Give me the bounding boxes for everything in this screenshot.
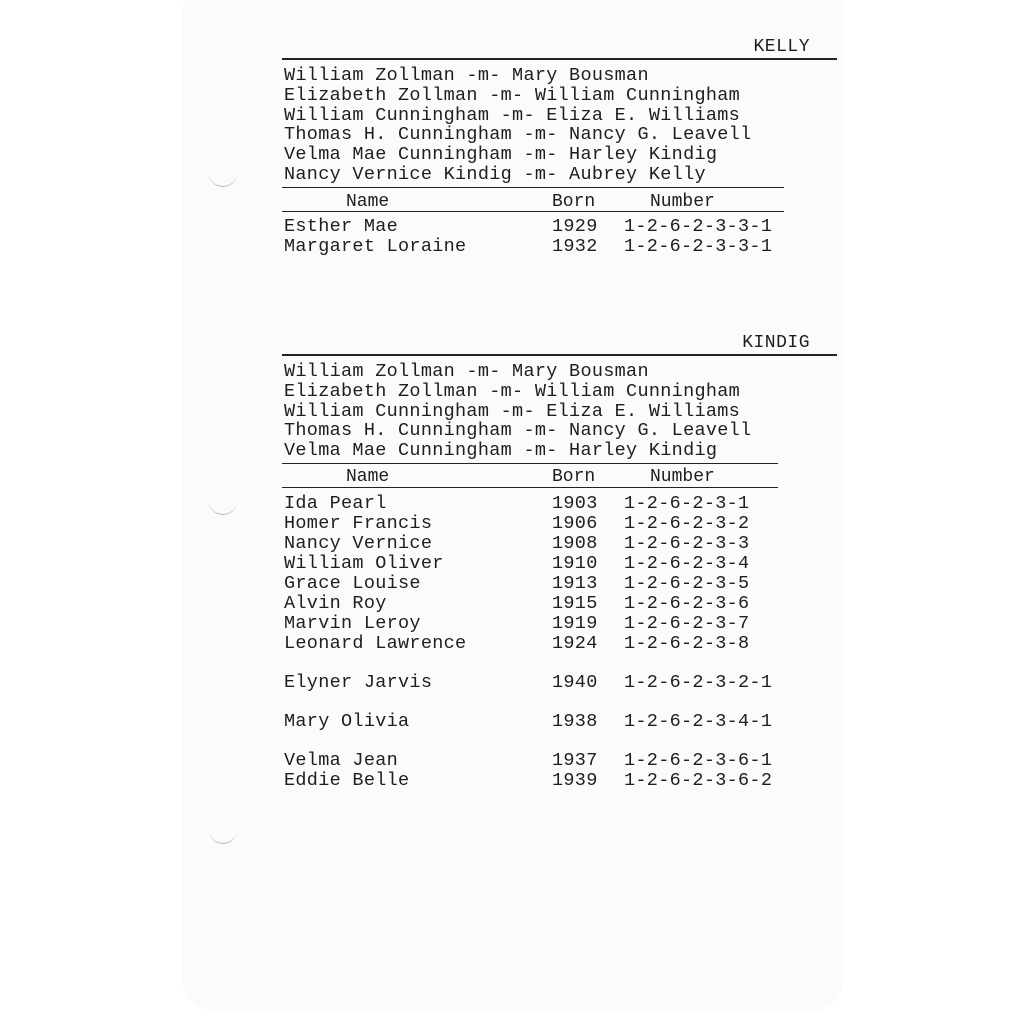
- cell-name: Eddie Belle: [284, 770, 410, 791]
- lineage-line: Thomas H. Cunningham -m- Nancy G. Leavell: [284, 420, 752, 442]
- cell-name: Nancy Vernice: [284, 533, 433, 554]
- cell-name: Mary Olivia: [284, 711, 410, 732]
- cell-number: 1-2-6-2-3-4-1: [624, 711, 773, 732]
- table-row: [284, 751, 804, 771]
- cell-number: 1-2-6-2-3-7: [624, 613, 750, 634]
- cell-name: Leonard Lawrence: [284, 633, 467, 654]
- header-name: Name: [346, 192, 390, 212]
- punch-hole-bottom: [209, 817, 237, 844]
- cell-number: 1-2-6-2-3-3-1: [624, 236, 773, 257]
- table-row: [284, 217, 804, 237]
- lineage-line: Velma Mae Cunningham -m- Harley Kindig: [284, 440, 718, 462]
- cell-name: Elyner Jarvis: [284, 672, 433, 693]
- kindig-lineage: [284, 362, 751, 461]
- lineage-line: William Cunningham -m- Eliza E. Williams: [284, 104, 741, 126]
- header-number: Number: [650, 192, 715, 212]
- cell-number: 1-2-6-2-3-8: [624, 633, 750, 654]
- cell-number: 1-2-6-2-3-1: [624, 493, 750, 514]
- cell-born: 1915: [552, 593, 598, 614]
- kindig-table-header-rule: [282, 487, 778, 488]
- cell-name: Ida Pearl: [284, 493, 387, 514]
- cell-name: Velma Jean: [284, 750, 399, 771]
- lineage-line: Velma Mae Cunningham -m- Harley Kindig: [284, 144, 718, 166]
- table-row: [284, 673, 804, 693]
- cell-born: 1906: [552, 513, 598, 534]
- cell-number: 1-2-6-2-3-6-1: [624, 750, 773, 771]
- lineage-line: Elizabeth Zollman -m- William Cunningham: [284, 380, 741, 402]
- cell-number: 1-2-6-2-3-3-1: [624, 216, 773, 237]
- table-row: [284, 494, 804, 514]
- table-row: [284, 237, 804, 257]
- table-row: [284, 594, 804, 614]
- cell-number: 1-2-6-2-3-2: [624, 513, 750, 534]
- header-number: Number: [650, 467, 715, 487]
- lineage-line: Thomas H. Cunningham -m- Nancy G. Leavell: [284, 124, 752, 146]
- cell-born: 1937: [552, 750, 598, 771]
- cell-born: 1938: [552, 711, 598, 732]
- cell-number: 1-2-6-2-3-2-1: [624, 672, 773, 693]
- header-name: Name: [346, 467, 390, 487]
- cell-born: 1929: [552, 216, 598, 237]
- lineage-line: Nancy Vernice Kindig -m- Aubrey Kelly: [284, 163, 706, 185]
- kelly-lineage: [284, 66, 751, 185]
- table-row: [284, 574, 804, 594]
- cell-number: 1-2-6-2-3-5: [624, 573, 750, 594]
- cell-name: Margaret Loraine: [284, 236, 467, 257]
- table-row: [284, 634, 804, 654]
- kelly-table-top-rule: [282, 187, 784, 188]
- table-row: [284, 614, 804, 634]
- header-born: Born: [552, 192, 596, 212]
- cell-name: Homer Francis: [284, 513, 433, 534]
- table-row: [284, 534, 804, 554]
- kindig-surname: KINDIG: [742, 333, 810, 353]
- table-row: [284, 712, 804, 732]
- kindig-table-top-rule: [282, 463, 778, 464]
- cell-number: 1-2-6-2-3-6-2: [624, 770, 773, 791]
- cell-name: Esther Mae: [284, 216, 399, 237]
- kelly-top-rule: [282, 58, 837, 60]
- cell-born: 1913: [552, 573, 598, 594]
- table-row: [284, 554, 804, 574]
- kelly-table-header: [280, 192, 800, 212]
- table-row: [284, 771, 804, 791]
- cell-number: 1-2-6-2-3-6: [624, 593, 750, 614]
- lineage-line: Elizabeth Zollman -m- William Cunningham: [284, 84, 741, 106]
- cell-born: 1903: [552, 493, 598, 514]
- kindig-table-header: [280, 467, 800, 487]
- table-row: [284, 514, 804, 534]
- cell-born: 1919: [552, 613, 598, 634]
- cell-born: 1940: [552, 672, 598, 693]
- cell-name: Marvin Leroy: [284, 613, 421, 634]
- cell-born: 1908: [552, 533, 598, 554]
- cell-name: Grace Louise: [284, 573, 421, 594]
- lineage-line: William Cunningham -m- Eliza E. Williams: [284, 400, 741, 422]
- cell-born: 1924: [552, 633, 598, 654]
- cell-number: 1-2-6-2-3-3: [624, 533, 750, 554]
- lineage-line: William Zollman -m- Mary Bousman: [284, 361, 649, 382]
- cell-name: William Oliver: [284, 553, 444, 574]
- punch-hole-top: [209, 160, 237, 187]
- cell-born: 1910: [552, 553, 598, 574]
- cell-born: 1932: [552, 236, 598, 257]
- header-born: Born: [552, 467, 596, 487]
- kindig-top-rule: [282, 354, 837, 356]
- kelly-table-header-rule: [282, 211, 784, 212]
- kelly-surname: KELLY: [753, 37, 810, 57]
- cell-born: 1939: [552, 770, 598, 791]
- punch-hole-middle: [209, 488, 237, 515]
- cell-number: 1-2-6-2-3-4: [624, 553, 750, 574]
- cell-name: Alvin Roy: [284, 593, 387, 614]
- lineage-line: William Zollman -m- Mary Bousman: [284, 65, 649, 86]
